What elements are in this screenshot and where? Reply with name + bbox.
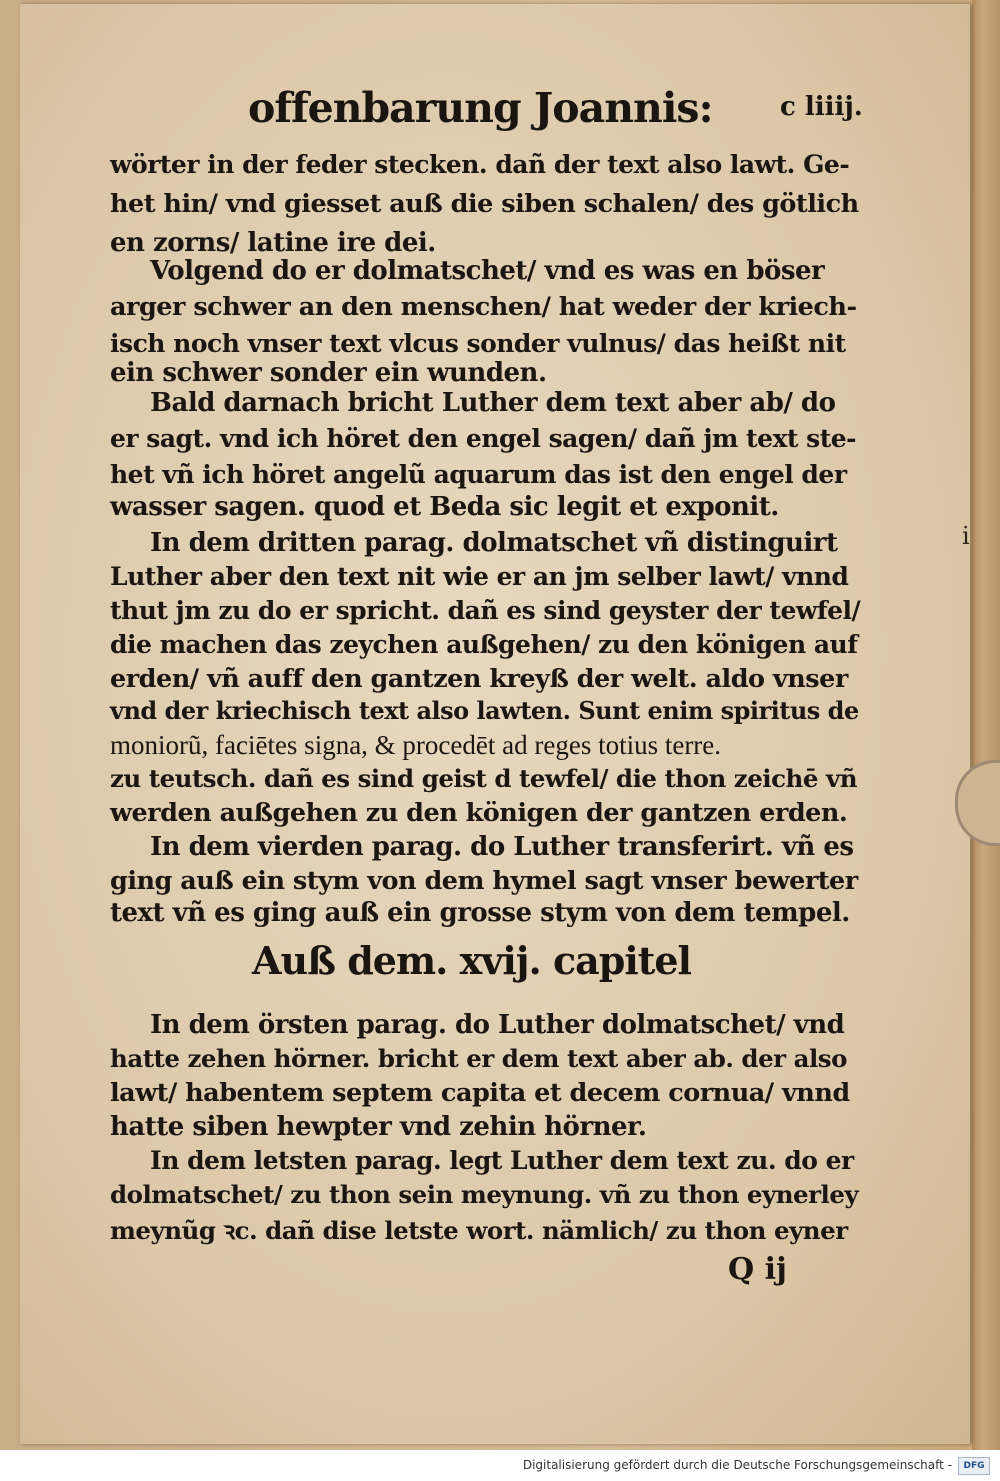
text-line: ein schwer sonder ein wunden. xyxy=(110,358,547,388)
text-line: zu teutsch. dañ es sind geist d tewfel/ die thon zeichē vñ xyxy=(110,764,858,793)
text-line: Volgend do er dolmatschet/ vnd es was en böser xyxy=(150,256,825,286)
page-edge xyxy=(972,0,1000,1450)
running-title: offenbarung Joannis: xyxy=(248,84,713,132)
text-line: Luther aber den text nit wie er an jm selber lawt/ vnnd xyxy=(110,562,849,591)
footer-credit: Digitalisierung gefördert durch die Deutsche Forschungsgemeinschaft - xyxy=(522,1458,952,1472)
text-line: werden außgehen zu den königen der gantzen erden. xyxy=(110,798,848,828)
text-line: het hin/ vnd giesset auß die siben schalen/ des götlich xyxy=(110,189,859,219)
text-line: In dem örsten parag. do Luther dolmatschet/ vnd xyxy=(150,1010,845,1040)
text-line: Bald darnach bricht Luther dem text aber ab/ do xyxy=(150,388,836,418)
text-line: vnd der kriechisch text also lawten. Sunt enim spiritus de xyxy=(110,696,859,725)
text-line: dolmatschet/ zu thon sein meynung. vñ zu thon eynerley xyxy=(110,1180,859,1209)
text-line: wasser sagen. quod et Beda sic legit et exponit. xyxy=(110,492,779,522)
text-line: die machen das zeychen außgehen/ zu den königen auf xyxy=(110,630,858,659)
text-line: en zorns/ latine ire dei. xyxy=(110,228,436,258)
text-line: ging auß ein stym von dem hymel sagt vnser bewerter xyxy=(110,866,858,896)
folio-number: c liiij. xyxy=(780,92,863,122)
text-line: In dem vierden parag. do Luther transferirt. vñ es xyxy=(150,832,854,862)
text-line: erden/ vñ auff den gantzen kreyß der welt. aldo vnser xyxy=(110,664,848,694)
dfg-logo-icon: DFG xyxy=(958,1457,990,1475)
text-line-latin: moniorũ, faciētes signa, & procedēt ad reges totius terre. xyxy=(110,730,722,760)
text-line: er sagt. vnd ich höret den engel sagen/ dañ jm text ste- xyxy=(110,424,857,453)
text-line: wörter in der feder stecken. dañ der text also lawt. Ge- xyxy=(110,150,850,179)
text-line: In dem dritten parag. dolmatschet vñ distinguirt xyxy=(150,528,838,558)
text-line: In dem letsten parag. legt Luther dem text zu. do er xyxy=(150,1146,854,1175)
text-line: thut jm zu do er spricht. dañ es sind geyster der tewfel/ xyxy=(110,596,861,625)
margin-mark: i xyxy=(962,522,970,550)
chapter-heading: Auß dem. xvij. capitel xyxy=(252,938,691,983)
text-line: meynũg ꝛc. dañ dise letste wort. nämlich/ zu thon eyner xyxy=(110,1216,848,1245)
text-line: het vñ ich höret angelũ aquarum das ist den engel der xyxy=(110,460,847,489)
footer-bar xyxy=(0,1450,1000,1481)
text-line: isch noch vnser text vlcus sonder vulnus/ das heißt nit xyxy=(110,329,846,358)
text-line: hatte siben hewpter vnd zehin hörner. xyxy=(110,1112,647,1142)
text-line: hatte zehen hörner. bricht er dem text aber ab. der also xyxy=(110,1044,847,1073)
text-line: arger schwer an den menschen/ hat weder der kriech- xyxy=(110,292,857,322)
signature-mark: Q ij xyxy=(728,1252,787,1287)
text-line: lawt/ habentem septem capita et decem cornua/ vnnd xyxy=(110,1078,850,1108)
text-line: text vñ es ging auß ein grosse stym von dem tempel. xyxy=(110,898,850,928)
